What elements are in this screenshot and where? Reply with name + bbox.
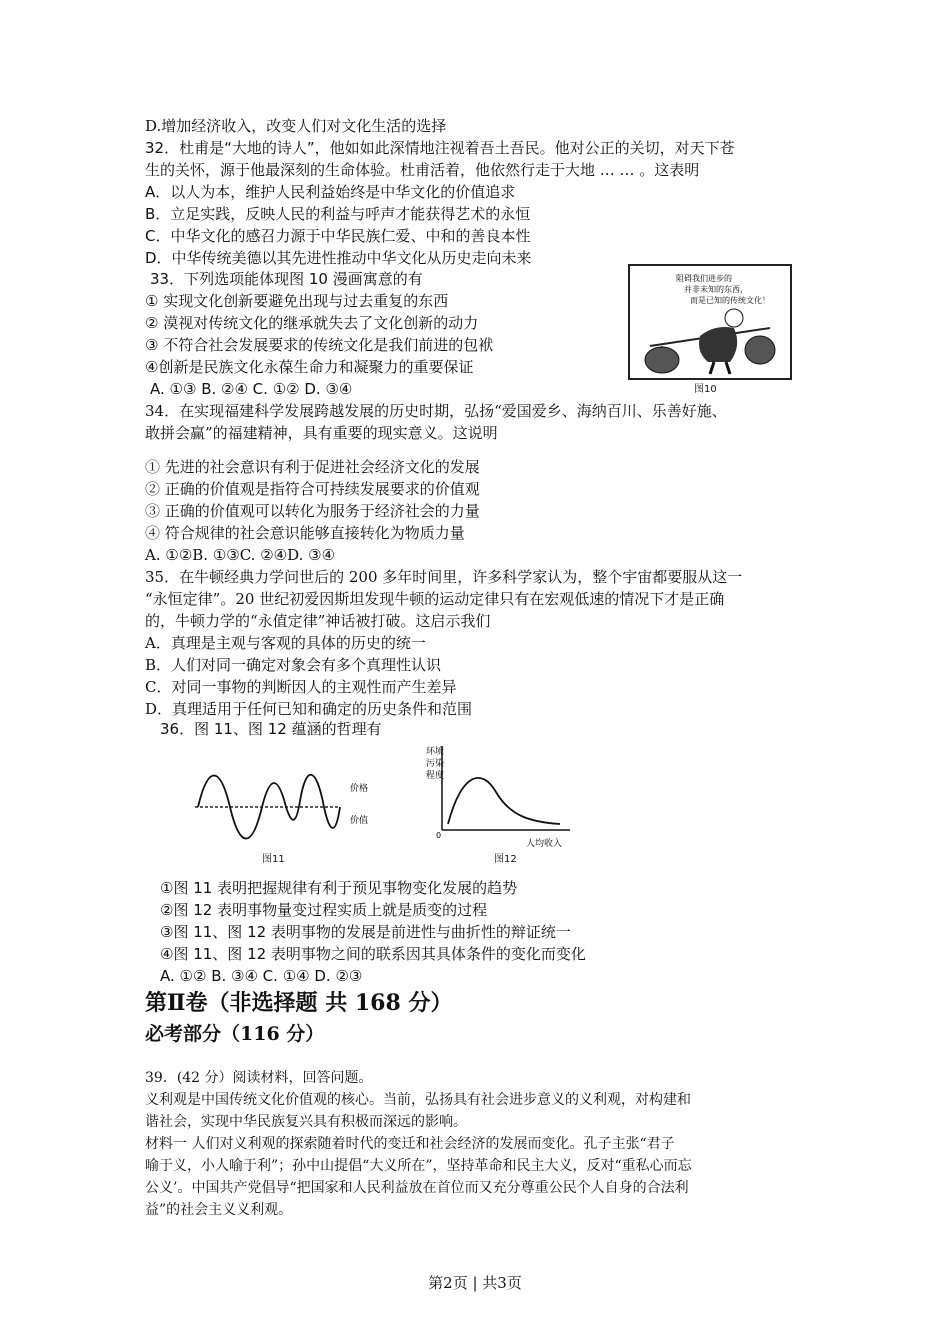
figure-11-graph <box>190 745 390 865</box>
q33-stem: 33．下列选项能体现图 10 漫画寓意的有 <box>150 270 423 288</box>
man-body <box>699 327 737 362</box>
q35-stem-1: 35．在牛顿经典力学问世后的 200 多年时间里，许多科学家认为，整个宇宙都要服从这一 <box>145 568 743 586</box>
q36-options: A. ①② B. ③④ C. ①④ D. ②③ <box>160 967 363 985</box>
q34-item-4: ④ 符合规律的社会意识能够直接转化为物质力量 <box>145 524 465 542</box>
q39-material-1-1: 材料一 人们对义利观的探索随着时代的变迁和社会经济的发展而变化。孔子主张“君子 <box>145 1136 675 1152</box>
right-bundle <box>745 336 775 364</box>
q39-material-1-3: 公义’。中国共产党倡导“把国家和人民利益放在首位而又充分尊重公民个人自身的合法利 <box>145 1180 689 1196</box>
q32-option-c: C．中华文化的感召力源于中华民族仁爱、中和的善良本性 <box>145 227 531 245</box>
bubble-text-2: 并非未知的东西， <box>684 285 748 294</box>
q39-material-1-2: 喻于义，小人喻于利”；孙中山提倡“大义所在”，坚持革命和民主大义，反对“重私心而忘 <box>145 1158 692 1174</box>
q36-item-2: ②图 12 表明事物量变过程实质上就是质变的过程 <box>160 901 488 919</box>
q33-item-1: ① 实现文化创新要避免出现与过去重复的东西 <box>145 292 449 310</box>
q36-item-1: ①图 11 表明把握规律有利于预见事物变化发展的趋势 <box>160 879 518 897</box>
origin-label: 0 <box>436 831 442 840</box>
q35-option-a: A．真理是主观与客观的具体的历史的统一 <box>145 634 426 652</box>
part-2-title: 第Ⅱ卷（非选择题 共 168 分） <box>145 990 453 1016</box>
y-axis-label-3: 程度 <box>426 771 445 781</box>
q35-option-d: D．真理适用于任何已知和确定的历史条件和范围 <box>145 700 473 718</box>
option-d-prev: D.增加经济收入，改变人们对文化生活的选择 <box>145 117 447 135</box>
q36-item-3: ③图 11、图 12 表明事物的发展是前进性与曲折性的辩证统一 <box>160 923 571 941</box>
cartoon-illustration <box>630 266 790 378</box>
pollution-curve <box>448 778 560 824</box>
q36-stem: 36．图 11、图 12 蕴涵的哲理有 <box>160 720 382 738</box>
q33-options: A. ①③ B. ②④ C. ①② D. ③④ <box>150 380 353 398</box>
figure-12 <box>400 742 580 852</box>
q33-item-2: ② 漠视对传统文化的继承就失去了文化创新的动力 <box>145 314 479 332</box>
q34-stem-2: 敢拼会赢”的福建精神，具有重要的现实意义。这说明 <box>145 424 498 442</box>
x-axis-label: 人均收入 <box>526 839 563 849</box>
q33-item-4: ④创新是民族文化永葆生命力和凝聚力的重要保证 <box>145 358 474 376</box>
q39-material-1-4: 益”的社会主义义利观。 <box>145 1202 293 1218</box>
figure-12-graph <box>400 742 580 852</box>
q35-stem-3: 的，牛顿力学的“永值定律”神话被打破。这启示我们 <box>145 612 491 630</box>
q36-item-4: ④图 11、图 12 表明事物之间的联系因其具体条件的变化而变化 <box>160 945 586 963</box>
bubble-text-3: 而是已知的传统文化！ <box>690 296 770 305</box>
left-bundle <box>645 347 679 373</box>
q34-item-1: ① 先进的社会意识有利于促进社会经济文化的发展 <box>145 458 480 476</box>
page-footer: 第2页 | 共3页 <box>428 1274 522 1292</box>
figure-10-cartoon <box>628 264 792 380</box>
price-label: 价格 <box>350 784 369 794</box>
figure-11-caption: 图11 <box>262 854 285 865</box>
q35-option-c: C．对同一事物的判断因人的主观性而产生差异 <box>145 678 457 696</box>
q32-option-b: B．立足实践，反映人民的利益与呼声才能获得艺术的永恒 <box>145 205 531 223</box>
q34-item-2: ② 正确的价值观是指符合可持续发展要求的价值观 <box>145 480 480 498</box>
q35-option-b: B．人们对同一确定对象会有多个真理性认识 <box>145 656 442 674</box>
q35-stem-2: “永恒定律”。20 世纪初爱因斯坦发现牛顿的运动定律只有在宏观低速的情况下才是正确 <box>145 590 725 608</box>
q32-stem-1: 32．杜甫是“大地的诗人”，他如如此深情地注视着吾土吾民。他对公正的关切，对天下苍 <box>145 139 735 157</box>
bubble-text-1: 阻碍我们进步的 <box>676 274 732 283</box>
y-axis-label-1: 环境 <box>426 747 445 757</box>
q39-intro-2: 谐社会，实现中华民族复兴具有积极而深远的影响。 <box>145 1114 467 1130</box>
q34-stem-1: 34．在实现福建科学发展跨越发展的历史时期，弘扬“爱国爱乡、海纳百川、乐善好施、 <box>145 402 727 420</box>
figure-12-caption: 图12 <box>494 854 517 865</box>
q34-options: A. ①②B. ①③C. ②④D. ③④ <box>145 546 336 564</box>
part-2-subtitle: 必考部分（116 分） <box>145 1023 325 1045</box>
q33-item-3: ③ 不符合社会发展要求的传统文化是我们前进的包袱 <box>145 336 494 354</box>
figure-11 <box>190 745 390 865</box>
q39-intro-1: 义利观是中国传统文化价值观的核心。当前，弘扬具有社会进步意义的义利观，对构建和 <box>145 1092 691 1108</box>
q32-option-d: D．中华传统美德以其先进性推动中华文化从历史走向未来 <box>145 249 532 267</box>
q39-stem: 39．(42 分）阅读材料，回答问题。 <box>145 1070 373 1086</box>
value-label: 价值 <box>350 816 369 826</box>
figure-10-caption: 图10 <box>694 384 717 395</box>
price-curve <box>198 775 340 839</box>
man-head <box>725 309 743 327</box>
q34-item-3: ③ 正确的价值观可以转化为服务于经济社会的力量 <box>145 502 480 520</box>
q32-stem-2: 生的关怀，源于他最深刻的生命体验。杜甫活着，他依然行走于大地 … … 。这表明 <box>145 161 700 179</box>
q32-option-a: A．以人为本，维护人民利益始终是中华文化的价值追求 <box>145 183 516 201</box>
y-axis-label-2: 污染 <box>426 759 445 769</box>
